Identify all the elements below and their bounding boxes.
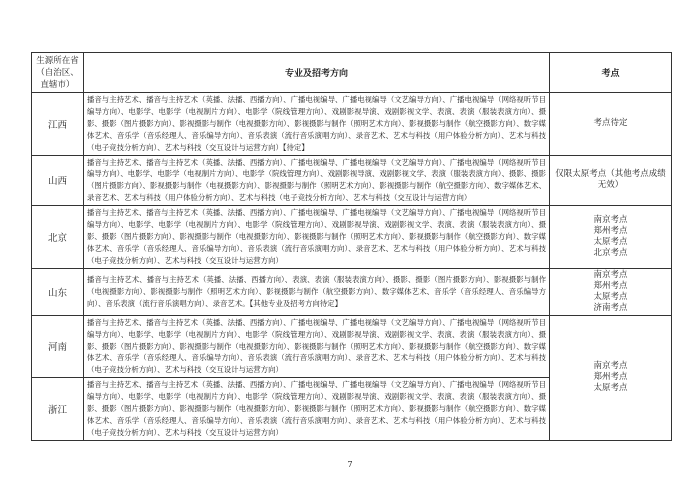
exam-location-table: [31, 52, 672, 441]
row-majors: 播音与主持艺术、播音与主持艺术（英播、法播、西播方向）、广播电视编导、广播电视编导（文艺编导方向）、广播电视编导（网络视听节目编导方向）、电影学、电影学（电视制片方向）、电影学（院线管理方向）、戏剧影视导演、戏剧影视文学、表演、表演（服装表演方向）、摄影、摄影（图片摄影方向）、影视摄影与制作（电视摄影方向）、影视摄影与制作（照明艺术方向）、影视摄影与制作（航空摄影方向）、数字媒体艺术、音乐学（音乐经理人、音乐编导方向）、音乐表演（流行音乐演唱方向）、录音艺术、艺术与科技（用户体验分析方向）、艺术与科技（电子竞技分析方向）、艺术与科技（交互设计与运营方向）: [84, 315, 550, 378]
row-locations: 仅限太原考点（其他考点成绩无效）: [550, 155, 672, 206]
table-row: [32, 268, 672, 315]
row-locations: 考点待定: [550, 93, 672, 156]
row-province: 山西: [32, 155, 84, 206]
row-majors: 播音与主持艺术、播音与主持艺术（英播、法播、西播方向）、广播电视编导、广播电视编导（文艺编导方向）、广播电视编导（网络视听节目编导方向）、电影学、电影学（电视制片方向）、电影学（院线管理方向）、戏剧影视导演、戏剧影视文学、表演、表演（服装表演方向）、摄影、摄影（图片摄影方向）、影视摄影与制作（电视摄影方向）、影视摄影与制作（照明艺术方向）、影视摄影与制作（航空摄影方向）、数字媒体艺术、音乐学（音乐经理人、音乐编导方向）、音乐表演（流行音乐演唱方向）、录音艺术、艺术与科技（用户体验分析方向）、艺术与科技（电子竞技分析方向）、艺术与科技（交互设计与运营方向）: [84, 378, 550, 441]
table-row: [32, 315, 672, 378]
row-majors: 播音与主持艺术、播音与主持艺术（英播、法播、西播方向）、广播电视编导、广播电视编导（文艺编导方向）、广播电视编导（网络视听节目编导方向）、电影学、电影学（电视制片方向）、电影学（院线管理方向）、戏剧影视导演、戏剧影视文学、表演（服装表演方向）、摄影、摄影（图片摄影方向）、影视摄影与制作（电视摄影方向）、影视摄影与制作（照明艺术方向）、影视摄影与制作（航空摄影方向）、数字媒体艺术、录音艺术、艺术与科技（用户体验分析方向）、艺术与科技（电子竞技分析方向）、艺术与科技（交互设计与运营方向）: [84, 155, 550, 206]
table-row: [32, 206, 672, 269]
row-province: 江西: [32, 93, 84, 156]
table-header-row: [32, 53, 672, 93]
row-majors: 播音与主持艺术、播音与主持艺术（英播、法播、西播方向）、广播电视编导、广播电视编导（文艺编导方向）、广播电视编导（网络视听节目编导方向）、电影学、电影学（电视制片方向）、电影学（院线管理方向）、戏剧影视导演、戏剧影视文学、表演、表演（服装表演方向）、摄影、摄影（图片摄影方向）、影视摄影与制作（电视摄影方向）、影视摄影与制作（照明艺术方向）、影视摄影与制作（航空摄影方向）、数字媒体艺术、音乐学（音乐经理人、音乐编导方向）、音乐表演（流行音乐演唱方向）、录音艺术、艺术与科技（用户体验分析方向）、艺术与科技（电子竞技分析方向）、艺术与科技（交互设计与运营方向）【待定】: [84, 93, 550, 156]
row-locations: 南京考点 郑州考点 太原考点 北京考点: [550, 206, 672, 269]
row-majors: 播音与主持艺术、播音与主持艺术（英播、法播、西播方向）、广播电视编导、广播电视编导（文艺编导方向）、广播电视编导（网络视听节目编导方向）、电影学、电影学（电视制片方向）、电影学（院线管理方向）、戏剧影视导演、戏剧影视文学、表演、表演（服装表演方向）、摄影、摄影（图片摄影方向）、影视摄影与制作（电视摄影方向）、影视摄影与制作（照明艺术方向）、影视摄影与制作（航空摄影方向）、数字媒体艺术、音乐学（音乐经理人、音乐编导方向）、音乐表演（流行音乐演唱方向）、录音艺术、艺术与科技（用户体验分析方向）、艺术与科技（电子竞技分析方向）、艺术与科技（交互设计与运营方向）: [84, 206, 550, 269]
page-number: 7: [347, 460, 353, 469]
table-row: [32, 93, 672, 156]
header-locations: 考点: [550, 53, 672, 93]
header-province: 生源所在省（自治区、直辖市）: [32, 53, 84, 93]
row-province: 浙江: [32, 378, 84, 441]
row-majors: 播音与主持艺术、播音与主持艺术（英播、法播、西播方向）、表演、表演（服装表演方向）、摄影、摄影（图片摄影方向）、影视摄影与制作（电视摄影方向）、影视摄影与制作（照明艺术方向）、影视摄影与制作（航空摄影方向）、数字媒体艺术、音乐学（音乐经理人、音乐编导方向）、音乐表演（流行音乐演唱方向）、录音艺术。【其他专业及招考方向待定】: [84, 268, 550, 315]
row-province: 河南: [32, 315, 84, 378]
table-row: [32, 155, 672, 206]
row-province: 北京: [32, 206, 84, 269]
row-province: 山东: [32, 268, 84, 315]
header-majors: 专业及招考方向: [84, 53, 550, 93]
row-locations: 南京考点 郑州考点 太原考点: [550, 315, 672, 440]
row-locations: 南京考点 郑州考点 太原考点 济南考点: [550, 268, 672, 315]
